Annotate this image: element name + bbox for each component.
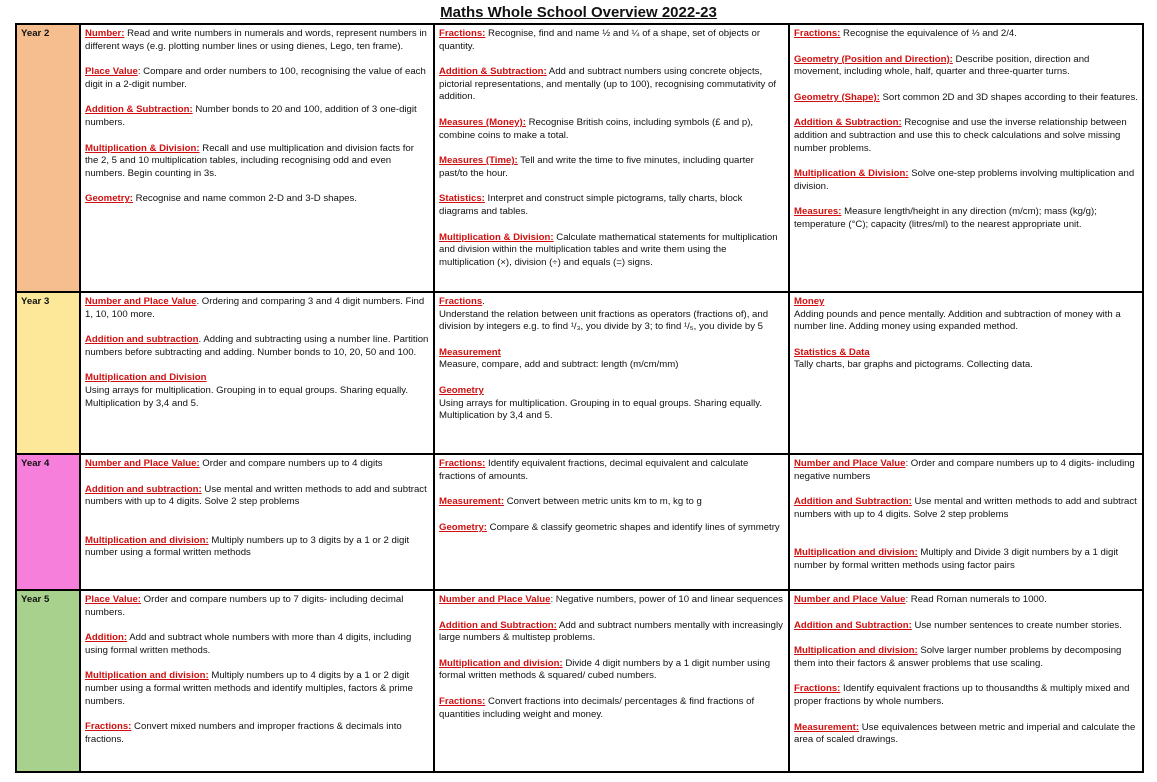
topic-heading: Geometry (Position and Direction):: [794, 53, 953, 65]
topic-heading: Addition & Subtraction:: [439, 66, 547, 78]
topic-text: Add and subtract numbers mentally with increasingly large numbers & multistep problems.: [439, 619, 783, 644]
topic-text: . Ordering and comparing 3 and 4 digit numbers. Find 1, 10, 100 more.: [85, 296, 425, 320]
topic-text: . Adding and subtracting using a number line. Partition numbers before subtracting and adding. Number bonds to 10, 20, 50 and 100.: [85, 334, 429, 358]
topic-heading: Addition & Subtraction:: [794, 117, 902, 129]
topic-heading: Measurement:: [794, 721, 860, 733]
term-cell: [80, 454, 434, 590]
topic-text: Divide 4 digit numbers by a 1 digit number using formal written methods & squared/ cubed numbers.: [439, 657, 771, 682]
topic-text: : Compare and order numbers to 100, recognising the value of each digit in a 2-digit number.: [85, 66, 426, 90]
topic-block: [85, 632, 429, 657]
topic-heading: Multiplication and division:: [85, 670, 209, 682]
topic-block: [85, 458, 429, 471]
topic-heading: Fractions:: [794, 683, 841, 695]
topic-block: [794, 683, 1138, 708]
topic-heading: Multiplication and Division: [85, 372, 207, 384]
topic-block: [439, 385, 784, 423]
topic-heading: Multiplication and division:: [85, 534, 209, 546]
topic-heading: Multiplication and division:: [794, 547, 918, 559]
term-cell: [80, 24, 434, 292]
topic-block: [794, 722, 1138, 747]
topic-text: Use number sentences to create number stories.: [911, 619, 1122, 631]
topic-text: Multiply numbers up to 4 digits by a 1 or 2 digit number using a formal written methods and identify multiples, factors & prime numbers.: [85, 670, 413, 707]
topic-heading: Fractions:: [85, 721, 132, 733]
topic-heading: Measurement: [439, 346, 501, 358]
term-cell: [434, 24, 789, 292]
topic-heading: Geometry:: [85, 193, 133, 205]
term-cell: [789, 292, 1143, 454]
topic-text: Use mental and written methods to add and subtract numbers with up to 4 digits. Solve 2 step problems: [85, 483, 427, 508]
topic-block: [439, 193, 784, 218]
topic-heading: Addition and Subtraction:: [794, 619, 912, 631]
year-label: Year 3: [16, 292, 80, 454]
topic-text: Identify equivalent fractions up to thousandths & multiply mixed and proper fractions by whole numbers.: [794, 683, 1130, 707]
topic-text: Compare & classify geometric shapes and identify lines of symmetry: [486, 521, 780, 533]
term-cell: [80, 292, 434, 454]
topic-text: Recognise British coins, including symbols (£ and p), combine coins to make a total.: [439, 116, 754, 141]
topic-heading: Place Value: [85, 66, 138, 78]
topic-heading: Multiplication and division:: [439, 657, 563, 669]
topic-block: [794, 547, 1138, 572]
topic-text: Read and write numbers in numerals and words, represent numbers in different ways (e.g. plotting number lines or using dienes, Lego, ten frame).: [85, 28, 427, 52]
term-cell: [434, 292, 789, 454]
term-cell: [789, 454, 1143, 590]
term-cell: [789, 590, 1143, 772]
term-cell: [80, 590, 434, 772]
topic-block: [439, 28, 784, 53]
topic-heading: Statistics & Data: [794, 346, 870, 358]
topic-block: [794, 594, 1138, 607]
topic-text: Order and compare numbers up to 4 digits: [199, 458, 383, 469]
topic-block: [439, 522, 784, 535]
topic-text: Order and compare numbers up to 7 digits- including decimal numbers.: [85, 594, 404, 618]
topic-text: Sort common 2D and 3D shapes according to their features.: [879, 91, 1138, 103]
topic-text: Measure length/height in any direction (m/cm); mass (kg/g); temperature (°C); capacity (litres/ml) to the nearest appropriate unit.: [794, 206, 1097, 230]
topic-text: Add and subtract whole numbers with more than 4 digits, including using formal written methods.: [85, 632, 412, 656]
topic-text: Solve one-step problems involving multiplication and division.: [794, 168, 1135, 192]
year-row: [16, 454, 1143, 590]
topic-heading: Measures:: [794, 206, 842, 218]
topic-block: [439, 232, 784, 270]
topic-block: [85, 535, 429, 560]
topic-text: Multiply and Divide 3 digit numbers by a 1 digit number by formal written methods using factor pairs: [794, 547, 1119, 571]
topic-block: [439, 496, 784, 509]
topic-heading: Geometry (Shape):: [794, 91, 880, 103]
topic-text: Solve larger number problems by decomposing them into their factors & answer problems that use scaling.: [794, 645, 1122, 669]
topic-text: Recognise and name common 2-D and 3-D shapes.: [132, 193, 357, 205]
topic-text: Using arrays for multiplication. Grouping in to equal groups. Sharing equally. Multiplication by 3,4 and 5.: [439, 397, 762, 422]
topic-block: [85, 334, 429, 359]
topic-text: Adding pounds and pence mentally. Addition and subtraction of money with a number line. Adding money using expanded method.: [794, 308, 1121, 333]
topic-text: Convert mixed numbers and improper fractions & decimals into fractions.: [85, 721, 402, 745]
topic-heading: Measurement:: [439, 496, 505, 508]
topic-heading: Addition & Subtraction:: [85, 104, 193, 116]
topic-heading: Number:: [85, 28, 125, 39]
topic-heading: Measures (Time):: [439, 155, 518, 167]
topic-block: [439, 696, 784, 721]
topic-heading: Addition:: [85, 632, 128, 644]
topic-block: [794, 620, 1138, 633]
topic-heading: Fractions:: [794, 28, 841, 39]
topic-text: Using arrays for multiplication. Grouping in to equal groups. Sharing equally. Multiplication by 3,4 and 5.: [85, 384, 408, 409]
topic-text: Number bonds to 20 and 100, addition of 3 one-digit numbers.: [85, 104, 417, 128]
topic-text: Use equivalences between metric and imperial and calculate the area of scaled drawings.: [794, 721, 1136, 746]
topic-block: [85, 670, 429, 708]
topic-text: : Order and compare numbers up to 4 digits- including negative numbers: [794, 458, 1135, 482]
topic-heading: Number and Place Value: [794, 458, 906, 469]
topic-text: : Negative numbers, power of 10 and linear sequences: [550, 594, 783, 605]
topic-heading: Place Value:: [85, 594, 141, 605]
year-row: [16, 292, 1143, 454]
topic-text: Use mental and written methods to add and subtract numbers with up to 4 digits. Solve 2 step problems: [794, 496, 1137, 520]
topic-heading: Number and Place Value:: [85, 458, 200, 469]
topic-text: Recognise the equivalence of ⅓ and 2/4.: [840, 28, 1017, 39]
topic-text: Calculate mathematical statements for multiplication and division within the multiplication tables and write them using the multiplication (×), division (÷) and equals (=) signs.: [439, 231, 778, 268]
topic-block: [85, 193, 429, 206]
topic-text: Tally charts, bar graphs and pictograms. Collecting data.: [794, 359, 1033, 371]
topic-block: [85, 66, 429, 91]
overview-table: [15, 23, 1144, 773]
topic-text: Recognise, find and name ½ and ¼ of a shape, set of objects or quantity.: [439, 28, 761, 52]
topic-heading: Statistics:: [439, 193, 485, 205]
topic-text: Convert fractions into decimals/ percentages & find fractions of quantities including weight and money.: [439, 695, 755, 720]
topic-text: Interpret and construct simple pictograms, tally charts, block diagrams and tables.: [439, 193, 743, 217]
topic-heading: Fractions:: [439, 458, 486, 469]
year-label: Year 5: [16, 590, 80, 772]
topic-block: [439, 458, 784, 483]
topic-heading: Addition and Subtraction:: [439, 619, 557, 631]
topic-heading: Multiplication & Division:: [439, 231, 554, 243]
year-row: [16, 24, 1143, 292]
term-cell: [789, 24, 1143, 292]
topic-heading: Addition and Subtraction:: [794, 496, 912, 508]
topic-heading: Geometry: [439, 384, 484, 396]
term-cell: [434, 454, 789, 590]
topic-block: [794, 92, 1138, 105]
topic-block: [439, 66, 784, 104]
topic-heading: Fractions: [439, 296, 483, 307]
topic-block: [794, 458, 1138, 483]
topic-block: [794, 28, 1138, 41]
topic-block: [794, 296, 1138, 334]
topic-block: [794, 168, 1138, 193]
topic-block: [85, 143, 429, 181]
topic-block: [85, 296, 429, 321]
topic-text: Recall and use multiplication and division facts for the 2, 5 and 10 multiplication tables, including recognising odd and even numbers. Begin counting in 3s.: [85, 142, 414, 179]
topic-block: [85, 484, 429, 509]
topic-heading: Number and Place Value: [85, 296, 197, 307]
topic-block: [794, 496, 1138, 521]
topic-heading: Money: [794, 296, 825, 307]
topic-block: [439, 658, 784, 683]
topic-text: : Read Roman numerals to 1000.: [905, 594, 1047, 605]
topic-text: Describe position, direction and movement, including whole, half, quarter and three-quarter turns.: [794, 53, 1090, 78]
topic-block: [439, 347, 784, 372]
topic-block: [794, 347, 1138, 372]
year-label: Year 4: [16, 454, 80, 590]
topic-heading: Number and Place Value: [794, 594, 906, 605]
topic-text: Identify equivalent fractions, decimal equivalent and calculate fractions of amounts.: [439, 458, 749, 482]
topic-text: Add and subtract numbers using concrete objects, pictorial representations, and mentally (up to 100), recognising commutativity of addition.: [439, 66, 777, 103]
year-label: Year 2: [16, 24, 80, 292]
topic-block: [439, 620, 784, 645]
topic-block: [439, 117, 784, 142]
topic-block: [85, 104, 429, 129]
topic-text: Convert between metric units km to m, kg to g: [504, 496, 702, 508]
topic-heading: Fractions:: [439, 28, 486, 39]
topic-heading: Multiplication and division:: [794, 645, 918, 657]
topic-heading: Multiplication & Division:: [794, 168, 909, 180]
topic-text: Measure, compare, add and subtract: length (m/cm/mm): [439, 359, 679, 371]
topic-heading: Multiplication & Division:: [85, 142, 200, 154]
topic-block: [85, 594, 429, 619]
topic-heading: Fractions:: [439, 695, 486, 707]
topic-text: Tell and write the time to five minutes, including quarter past/to the hour.: [439, 155, 754, 179]
topic-block: [794, 645, 1138, 670]
topic-block: Fractions. Understand the relation between unit fractions as operators (fractions of), and division by integers e.g. to find ¹/₃, you divide by 3; to find ¹/₅, you divide by 5: [439, 296, 769, 333]
topic-block: [439, 155, 784, 180]
topic-heading: Addition and subtraction:: [85, 483, 202, 495]
topic-heading: Number and Place Value: [439, 594, 551, 605]
term-cell: [434, 590, 789, 772]
topic-block: [794, 206, 1138, 231]
topic-text: Recognise and use the inverse relationship between addition and subtraction and use this to check calculations and solve missing number problems.: [794, 117, 1127, 154]
topic-heading: Addition and subtraction: [85, 334, 199, 346]
topic-block: [794, 54, 1138, 79]
topic-block: [85, 721, 429, 746]
page-title: Maths Whole School Overview 2022-23: [440, 4, 717, 21]
topic-block: [794, 117, 1138, 155]
year-row: [16, 590, 1143, 772]
topic-text: Multiply numbers up to 3 digits by a 1 or 2 digit number using a formal written methods: [85, 534, 410, 559]
topic-heading: Measures (Money):: [439, 116, 526, 128]
topic-block: [85, 28, 429, 53]
topic-heading: Geometry:: [439, 521, 487, 533]
topic-block: [439, 594, 784, 607]
topic-text: Understand the relation between unit fractions as operators (fractions of), and division by integers e.g. to find ¹/₃, you divide by 3; to find ¹/₅, you divide by 5: [439, 308, 769, 333]
topic-block: [85, 372, 429, 410]
